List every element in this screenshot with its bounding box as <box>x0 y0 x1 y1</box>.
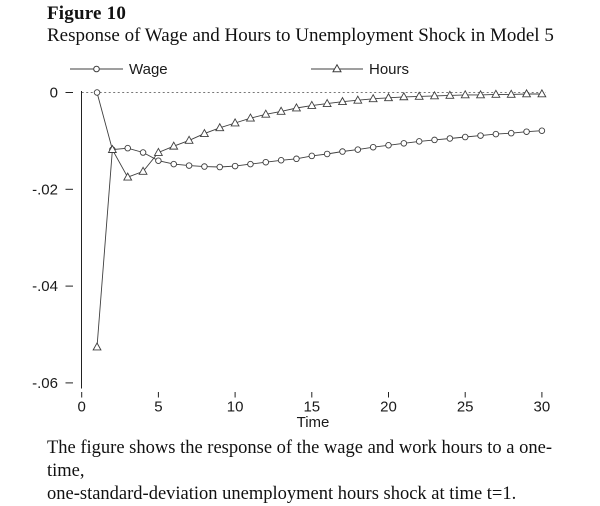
data-point-triangle-icon <box>492 90 500 97</box>
legend <box>70 61 409 78</box>
data-point-circle-icon <box>94 90 100 96</box>
y-tick-label: -.02 <box>32 181 58 199</box>
data-point-circle-icon <box>340 149 346 155</box>
series-hours <box>93 90 546 350</box>
data-point-circle-icon <box>462 134 468 140</box>
data-point-circle-icon <box>125 145 131 151</box>
data-point-circle-icon <box>370 144 376 150</box>
data-point-circle-icon <box>309 153 315 159</box>
legend-hours-triangle-marker-icon <box>333 65 341 72</box>
data-point-triangle-icon <box>415 92 423 99</box>
y-axis-ticks <box>32 85 73 392</box>
data-point-circle-icon <box>263 159 269 165</box>
plot-area <box>32 85 550 416</box>
data-point-triangle-icon <box>461 91 469 98</box>
x-tick-label: 15 <box>303 398 321 416</box>
data-point-triangle-icon <box>507 90 515 97</box>
x-axis-ticks <box>78 392 551 416</box>
legend-item-wage <box>70 61 168 78</box>
legend-hours-label: Hours <box>369 61 410 78</box>
y-tick-label: -.06 <box>32 374 58 392</box>
data-point-circle-icon <box>217 164 223 170</box>
data-point-triangle-icon <box>155 148 163 155</box>
figure-label: Figure 10 <box>47 3 127 24</box>
caption-line-1: The figure shows the response of the wage and work hours to a one-time, <box>47 438 553 481</box>
x-tick-label: 25 <box>456 398 474 416</box>
data-point-triangle-icon <box>93 343 101 350</box>
data-point-circle-icon <box>386 142 392 148</box>
data-point-circle-icon <box>140 150 146 156</box>
data-point-circle-icon <box>186 163 192 169</box>
data-point-triangle-icon <box>538 90 546 97</box>
legend-item-hours <box>311 61 409 78</box>
data-point-circle-icon <box>447 136 453 142</box>
x-axis-title: Time <box>296 414 330 431</box>
data-point-circle-icon <box>294 156 300 162</box>
data-point-circle-icon <box>232 163 238 169</box>
data-point-circle-icon <box>508 130 514 136</box>
data-point-triangle-icon <box>477 91 485 98</box>
data-point-circle-icon <box>171 161 177 167</box>
y-tick-label: -.04 <box>32 278 58 296</box>
x-tick-label: 10 <box>226 398 244 416</box>
data-point-circle-icon <box>202 164 208 170</box>
figure-caption <box>47 437 587 506</box>
data-point-circle-icon <box>278 157 284 163</box>
x-tick-label: 0 <box>77 398 86 416</box>
legend-wage-circle-marker-icon <box>94 66 100 72</box>
data-point-circle-icon <box>401 141 407 147</box>
data-point-circle-icon <box>539 128 545 134</box>
data-point-triangle-icon <box>400 93 408 100</box>
series-line-hours <box>97 94 542 347</box>
data-point-circle-icon <box>416 139 422 145</box>
data-point-circle-icon <box>324 151 330 157</box>
data-point-circle-icon <box>432 137 438 143</box>
data-point-circle-icon <box>248 161 254 167</box>
data-point-triangle-icon <box>523 90 531 97</box>
data-point-triangle-icon <box>185 136 193 143</box>
legend-wage-label: Wage <box>129 61 168 78</box>
data-point-circle-icon <box>493 131 499 137</box>
series-wage <box>94 90 544 170</box>
x-tick-label: 5 <box>154 398 163 416</box>
data-point-circle-icon <box>478 133 484 139</box>
x-tick-label: 20 <box>380 398 397 416</box>
data-point-circle-icon <box>156 158 162 164</box>
x-tick-label: 30 <box>533 398 551 416</box>
caption-line-2: one-standard-deviation unemployment hours shock at time t=1. <box>47 484 517 504</box>
figure-title: Response of Wage and Hours to Unemployment Shock in Model 5 <box>47 25 554 46</box>
series-line-wage <box>97 93 542 168</box>
data-point-circle-icon <box>355 147 361 153</box>
y-tick-label: 0 <box>49 84 58 102</box>
data-point-circle-icon <box>524 129 530 135</box>
